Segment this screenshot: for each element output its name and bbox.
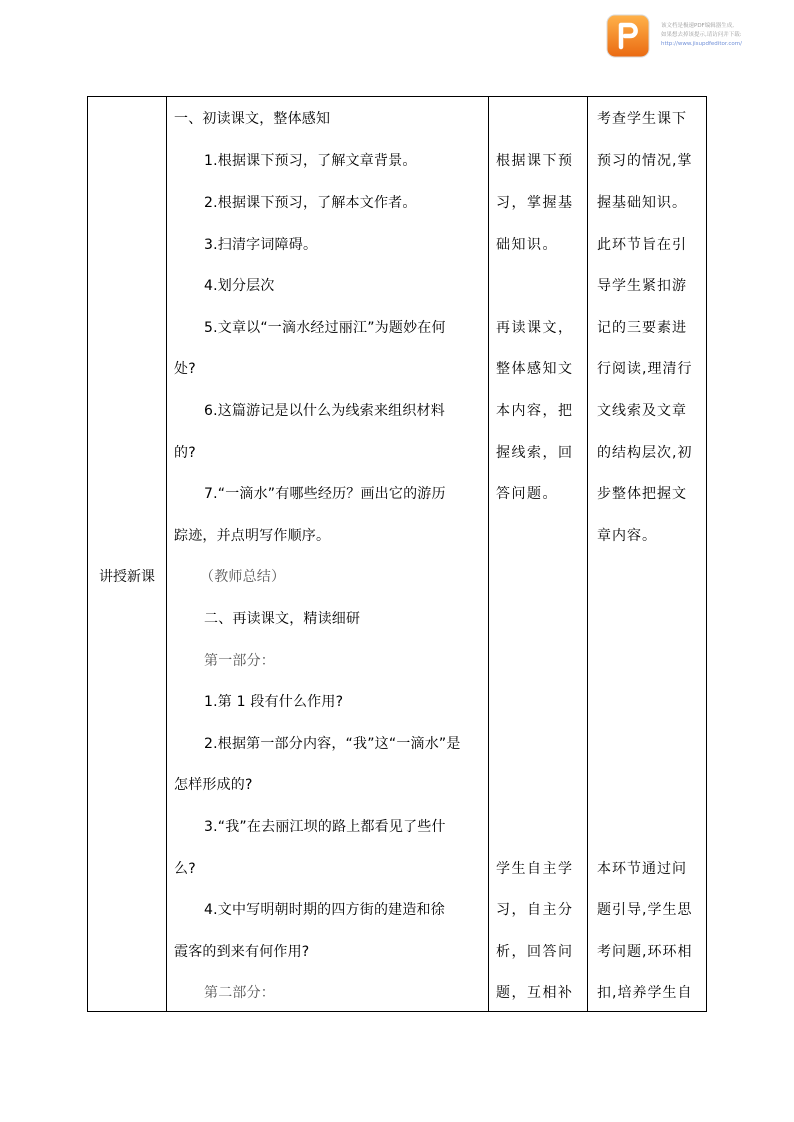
content-line: 1.根据课下预习，了解文章背景。 [204,153,417,169]
design-intent-line: 记的三要素进 [597,320,687,336]
watermark-line-2: 如果想去掉该提示,请访问并下载: [661,32,742,38]
content-line: （教师总结） [200,569,286,585]
design-intent-line: 握基础知识。 [597,195,687,211]
watermark-line-1: 该文档是极速PDF编辑器生成, [661,23,734,29]
student-activity-line: 学生自主学 [496,861,574,877]
design-intent-line: 扣,培养学生自 [597,985,693,1001]
design-intent-line: 文线索及文章 [597,403,687,419]
column-divider [166,97,167,1011]
design-intent-line: 此环节旨在引 [597,237,687,253]
student-activity-line: 答问题。 [496,486,558,502]
content-line: 踪迹，并点明写作顺序。 [174,528,331,544]
student-activity-line: 再读课文， [496,320,574,336]
section-heading: 一、初读课文，整体感知 [174,111,331,127]
content-line: 的? [174,445,196,461]
student-activity-line: 习，自主分 [496,902,574,918]
student-activity-line: 握线索，回 [496,445,574,461]
content-line: 1.第 1 段有什么作用? [204,694,344,710]
section-heading: 二、再读课文，精读细研 [204,611,361,627]
content-line: 2.根据第一部分内容，“我”这“一滴水”是 [204,736,461,752]
content-line: 3.扫清字词障碍。 [204,237,318,253]
watermark-text [661,22,742,49]
pdf-editor-watermark [606,12,786,58]
design-intent-line: 导学生紧扣游 [597,278,687,294]
design-intent-line: 步整体把握文 [597,486,687,502]
content-line: 处? [174,361,196,377]
student-activity-line: 析，回答问 [496,944,574,960]
content-line: 5.文章以“一滴水经过丽江”为题妙在何 [204,320,446,336]
design-intent-line: 题引导,学生思 [597,902,693,918]
student-activity-line: 础知识。 [496,237,558,253]
content-line: 4.划分层次 [204,278,275,294]
lesson-plan-table [87,96,707,1012]
student-activity-line: 整体感知文 [496,361,574,377]
design-intent-line: 行阅读,理清行 [597,361,693,377]
pdf-editor-logo-icon [606,14,650,58]
content-line: 7.“一滴水”有哪些经历？画出它的游历 [204,486,446,502]
student-activity-line: 根据课下预 [496,153,574,169]
student-activity-line: 题，互相补 [496,985,574,1001]
column-divider [488,97,489,1011]
content-line: 怎样形成的? [174,777,253,793]
design-intent-line: 预习的情况,掌 [597,153,693,169]
content-line: 4.文中写明朝时期的四方街的建造和徐 [204,902,445,918]
content-line: 第一部分： [204,653,275,669]
column-divider [587,97,588,1011]
student-activity-line: 本内容，把 [496,403,574,419]
watermark-link[interactable]: http://www.jisupdfeditor.com/ [661,41,742,47]
content-line: 么? [174,861,196,877]
content-line: 霞客的到来有何作用? [174,944,310,960]
content-line: 第二部分： [204,985,275,1001]
design-intent-line: 章内容。 [597,528,657,544]
row-label: 讲授新课 [99,569,155,585]
design-intent-line: 考查学生课下 [597,111,687,127]
design-intent-line: 的结构层次,初 [597,445,693,461]
design-intent-line: 本环节通过问 [597,861,687,877]
design-intent-line: 考问题,环环相 [597,944,693,960]
content-line: 6.这篇游记是以什么为线索来组织材料 [204,403,445,419]
content-line: 3.“我”在去丽江坝的路上都看见了些什 [204,819,446,835]
student-activity-line: 习，掌握基 [496,195,574,211]
content-line: 2.根据课下预习，了解本文作者。 [204,195,417,211]
